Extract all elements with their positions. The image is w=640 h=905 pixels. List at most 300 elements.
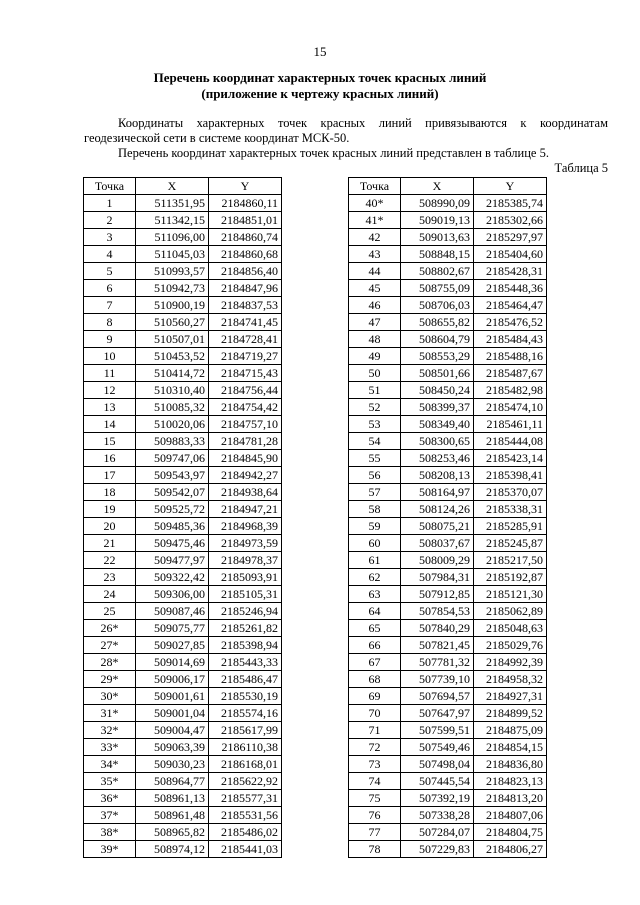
table-row <box>84 603 282 620</box>
cell-y: 2185093,91 <box>209 569 282 586</box>
table-row <box>84 620 282 637</box>
cell-point: 21 <box>84 535 136 552</box>
table-row <box>349 195 547 212</box>
cell-point: 61 <box>349 552 401 569</box>
cell-x: 507498,04 <box>401 756 474 773</box>
cell-point: 42 <box>349 229 401 246</box>
cell-point: 12 <box>84 382 136 399</box>
cell-x: 507338,28 <box>401 807 474 824</box>
cell-y: 2185617,99 <box>209 722 282 739</box>
title-line-1: Перечень координат характерных точек красных линий <box>153 70 487 85</box>
cell-x: 508037,67 <box>401 535 474 552</box>
cell-x: 507392,19 <box>401 790 474 807</box>
cell-y: 2185577,31 <box>209 790 282 807</box>
cell-y: 2184804,75 <box>474 824 547 841</box>
cell-point: 18 <box>84 484 136 501</box>
cell-point: 11 <box>84 365 136 382</box>
table-caption: Таблица 5 <box>554 161 608 175</box>
cell-x: 507445,54 <box>401 773 474 790</box>
cell-y: 2185398,94 <box>209 637 282 654</box>
cell-point: 62 <box>349 569 401 586</box>
cell-x: 509747,06 <box>136 450 209 467</box>
cell-y: 2185121,30 <box>474 586 547 603</box>
cell-point: 5 <box>84 263 136 280</box>
table-row <box>349 246 547 263</box>
cell-y: 2185474,10 <box>474 399 547 416</box>
cell-y: 2184860,68 <box>209 246 282 263</box>
cell-x: 507854,53 <box>401 603 474 620</box>
cell-y: 2185530,19 <box>209 688 282 705</box>
table-row <box>349 807 547 824</box>
cell-y: 2184973,59 <box>209 535 282 552</box>
cell-x: 509542,07 <box>136 484 209 501</box>
cell-y: 2184847,96 <box>209 280 282 297</box>
cell-y: 2185484,43 <box>474 331 547 348</box>
table-row <box>349 773 547 790</box>
cell-x: 508964,77 <box>136 773 209 790</box>
cell-x: 510414,72 <box>136 365 209 382</box>
cell-point: 36* <box>84 790 136 807</box>
table-row <box>349 586 547 603</box>
table-row <box>84 365 282 382</box>
table-row <box>349 620 547 637</box>
table-row <box>84 688 282 705</box>
cell-point: 76 <box>349 807 401 824</box>
cell-point: 20 <box>84 518 136 535</box>
cell-y: 2184875,09 <box>474 722 547 739</box>
table-row <box>349 348 547 365</box>
cell-point: 64 <box>349 603 401 620</box>
table-row <box>84 790 282 807</box>
cell-x: 511342,15 <box>136 212 209 229</box>
table-row <box>84 552 282 569</box>
cell-x: 508755,09 <box>401 280 474 297</box>
cell-point: 41* <box>349 212 401 229</box>
table-row <box>349 535 547 552</box>
cell-x: 507599,51 <box>401 722 474 739</box>
cell-y: 2185192,87 <box>474 569 547 586</box>
table-row <box>84 722 282 739</box>
table-row <box>349 314 547 331</box>
table-row <box>84 637 282 654</box>
table-row <box>349 569 547 586</box>
table-row <box>84 399 282 416</box>
cell-y: 2185385,74 <box>474 195 547 212</box>
table-header-row <box>84 178 282 195</box>
cell-point: 44 <box>349 263 401 280</box>
cell-y: 2185297,97 <box>474 229 547 246</box>
table-row <box>84 739 282 756</box>
cell-point: 37* <box>84 807 136 824</box>
cell-point: 78 <box>349 841 401 858</box>
cell-point: 3 <box>84 229 136 246</box>
cell-y: 2185428,31 <box>474 263 547 280</box>
table-row <box>84 467 282 484</box>
cell-x: 510310,40 <box>136 382 209 399</box>
cell-y: 2184845,90 <box>209 450 282 467</box>
table-row <box>349 501 547 518</box>
table-row <box>84 331 282 348</box>
cell-x: 507984,31 <box>401 569 474 586</box>
cell-x: 507694,57 <box>401 688 474 705</box>
cell-y: 2184927,31 <box>474 688 547 705</box>
page-number: 15 <box>313 44 327 59</box>
table-row <box>84 586 282 603</box>
cell-x: 510453,52 <box>136 348 209 365</box>
cell-point: 67 <box>349 654 401 671</box>
cell-y: 2184754,42 <box>209 399 282 416</box>
cell-x: 508706,03 <box>401 297 474 314</box>
cell-x: 508208,13 <box>401 467 474 484</box>
cell-y: 2186168,01 <box>209 756 282 773</box>
cell-point: 23 <box>84 569 136 586</box>
paragraph-table-reference: Перечень координат характерных точек красных линий представлен в таблице 5. <box>118 146 549 160</box>
cell-point: 38* <box>84 824 136 841</box>
table-row <box>84 654 282 671</box>
table-row <box>349 518 547 535</box>
cell-point: 1 <box>84 195 136 212</box>
cell-y: 2184851,01 <box>209 212 282 229</box>
cell-x: 510085,32 <box>136 399 209 416</box>
table-row <box>84 824 282 841</box>
cell-point: 63 <box>349 586 401 603</box>
table-row <box>349 756 547 773</box>
cell-x: 507284,07 <box>401 824 474 841</box>
table-row <box>84 263 282 280</box>
cell-point: 74 <box>349 773 401 790</box>
table-row <box>349 212 547 229</box>
table-row <box>349 705 547 722</box>
cell-y: 2184823,13 <box>474 773 547 790</box>
cell-y: 2184860,74 <box>209 229 282 246</box>
table-row <box>84 297 282 314</box>
cell-y: 2184756,44 <box>209 382 282 399</box>
table-row <box>84 841 282 858</box>
cell-x: 507229,83 <box>401 841 474 858</box>
cell-point: 6 <box>84 280 136 297</box>
cell-point: 46 <box>349 297 401 314</box>
table-row <box>349 654 547 671</box>
cell-point: 71 <box>349 722 401 739</box>
cell-point: 34* <box>84 756 136 773</box>
cell-x: 508075,21 <box>401 518 474 535</box>
table-row <box>349 365 547 382</box>
cell-point: 28* <box>84 654 136 671</box>
cell-point: 35* <box>84 773 136 790</box>
page-title <box>0 70 640 102</box>
cell-point: 59 <box>349 518 401 535</box>
cell-y: 2185245,87 <box>474 535 547 552</box>
table-row <box>349 263 547 280</box>
cell-x: 507840,29 <box>401 620 474 637</box>
cell-y: 2185246,94 <box>209 603 282 620</box>
table-row <box>84 416 282 433</box>
table-row <box>84 484 282 501</box>
table-row <box>84 773 282 790</box>
paragraph-coordinates-system: Координаты характерных точек красных линий привязываются к координатам геодезической сети в системе координат МСК-50. <box>84 116 608 145</box>
table-row <box>84 382 282 399</box>
cell-x: 508961,48 <box>136 807 209 824</box>
table-row <box>349 824 547 841</box>
cell-y: 2185338,31 <box>474 501 547 518</box>
cell-y: 2185464,47 <box>474 297 547 314</box>
cell-x: 511045,03 <box>136 246 209 263</box>
cell-y: 2185048,63 <box>474 620 547 637</box>
table-row <box>84 314 282 331</box>
table-row <box>349 671 547 688</box>
header-point: Точка <box>84 178 136 195</box>
cell-x: 509525,72 <box>136 501 209 518</box>
cell-point: 54 <box>349 433 401 450</box>
cell-x: 508253,46 <box>401 450 474 467</box>
table-row <box>349 331 547 348</box>
cell-point: 39* <box>84 841 136 858</box>
cell-point: 13 <box>84 399 136 416</box>
table-header-row <box>349 178 547 195</box>
table-row <box>84 807 282 824</box>
cell-x: 507912,85 <box>401 586 474 603</box>
cell-y: 2184806,27 <box>474 841 547 858</box>
cell-y: 2185261,82 <box>209 620 282 637</box>
table-row <box>84 246 282 263</box>
cell-point: 58 <box>349 501 401 518</box>
cell-x: 509543,97 <box>136 467 209 484</box>
cell-y: 2184992,39 <box>474 654 547 671</box>
cell-x: 509477,97 <box>136 552 209 569</box>
cell-point: 53 <box>349 416 401 433</box>
cell-y: 2184781,28 <box>209 433 282 450</box>
table-row <box>349 433 547 450</box>
cell-y: 2184968,39 <box>209 518 282 535</box>
header-x: X <box>401 178 474 195</box>
table-row <box>84 212 282 229</box>
table-row <box>84 195 282 212</box>
cell-x: 508164,97 <box>401 484 474 501</box>
title-line-2: (приложение к чертежу красных линий) <box>201 86 439 101</box>
cell-x: 508848,15 <box>401 246 474 263</box>
cell-point: 27* <box>84 637 136 654</box>
cell-x: 509014,69 <box>136 654 209 671</box>
cell-point: 30* <box>84 688 136 705</box>
cell-y: 2185062,89 <box>474 603 547 620</box>
cell-x: 508349,40 <box>401 416 474 433</box>
cell-x: 510993,57 <box>136 263 209 280</box>
cell-y: 2184813,20 <box>474 790 547 807</box>
cell-point: 65 <box>349 620 401 637</box>
cell-x: 509001,61 <box>136 688 209 705</box>
cell-x: 509027,85 <box>136 637 209 654</box>
cell-x: 508501,66 <box>401 365 474 382</box>
cell-x: 511096,00 <box>136 229 209 246</box>
table-row <box>84 450 282 467</box>
cell-point: 31* <box>84 705 136 722</box>
cell-point: 47 <box>349 314 401 331</box>
cell-x: 509013,63 <box>401 229 474 246</box>
cell-point: 17 <box>84 467 136 484</box>
cell-y: 2185482,98 <box>474 382 547 399</box>
cell-point: 4 <box>84 246 136 263</box>
table-row <box>349 637 547 654</box>
cell-x: 508655,82 <box>401 314 474 331</box>
cell-y: 2185476,52 <box>474 314 547 331</box>
cell-x: 509087,46 <box>136 603 209 620</box>
cell-x: 509475,46 <box>136 535 209 552</box>
cell-point: 70 <box>349 705 401 722</box>
cell-point: 77 <box>349 824 401 841</box>
cell-y: 2185574,16 <box>209 705 282 722</box>
cell-point: 52 <box>349 399 401 416</box>
table-row <box>349 280 547 297</box>
cell-y: 2185441,03 <box>209 841 282 858</box>
table-row <box>84 433 282 450</box>
cell-x: 509030,23 <box>136 756 209 773</box>
cell-x: 508802,67 <box>401 263 474 280</box>
cell-point: 32* <box>84 722 136 739</box>
cell-point: 57 <box>349 484 401 501</box>
cell-point: 72 <box>349 739 401 756</box>
cell-point: 73 <box>349 756 401 773</box>
cell-y: 2184715,43 <box>209 365 282 382</box>
table-row <box>349 382 547 399</box>
cell-x: 509006,17 <box>136 671 209 688</box>
cell-point: 50 <box>349 365 401 382</box>
cell-y: 2185443,33 <box>209 654 282 671</box>
table-row <box>349 603 547 620</box>
cell-y: 2184947,21 <box>209 501 282 518</box>
cell-y: 2185398,41 <box>474 467 547 484</box>
cell-x: 508553,29 <box>401 348 474 365</box>
cell-y: 2185486,02 <box>209 824 282 841</box>
table-row <box>349 450 547 467</box>
coordinates-table-right <box>348 177 547 858</box>
cell-x: 507647,97 <box>401 705 474 722</box>
cell-x: 507739,10 <box>401 671 474 688</box>
table-row <box>349 841 547 858</box>
cell-x: 510560,27 <box>136 314 209 331</box>
cell-x: 508124,26 <box>401 501 474 518</box>
cell-y: 2184836,80 <box>474 756 547 773</box>
cell-point: 16 <box>84 450 136 467</box>
cell-y: 2185029,76 <box>474 637 547 654</box>
cell-point: 14 <box>84 416 136 433</box>
cell-point: 2 <box>84 212 136 229</box>
cell-y: 2184837,53 <box>209 297 282 314</box>
cell-y: 2185448,36 <box>474 280 547 297</box>
cell-point: 8 <box>84 314 136 331</box>
cell-point: 15 <box>84 433 136 450</box>
cell-point: 33* <box>84 739 136 756</box>
cell-point: 43 <box>349 246 401 263</box>
cell-x: 508974,12 <box>136 841 209 858</box>
cell-point: 51 <box>349 382 401 399</box>
cell-point: 24 <box>84 586 136 603</box>
header-y: Y <box>474 178 547 195</box>
cell-point: 22 <box>84 552 136 569</box>
header-y: Y <box>209 178 282 195</box>
cell-y: 2185461,11 <box>474 416 547 433</box>
cell-x: 508450,24 <box>401 382 474 399</box>
table-row <box>84 569 282 586</box>
cell-x: 509306,00 <box>136 586 209 603</box>
cell-point: 26* <box>84 620 136 637</box>
cell-y: 2184860,11 <box>209 195 282 212</box>
cell-x: 507821,45 <box>401 637 474 654</box>
table-row <box>349 467 547 484</box>
cell-y: 2184978,37 <box>209 552 282 569</box>
header-point: Точка <box>349 178 401 195</box>
cell-y: 2185302,66 <box>474 212 547 229</box>
cell-point: 66 <box>349 637 401 654</box>
cell-y: 2185285,91 <box>474 518 547 535</box>
table-row <box>349 552 547 569</box>
table-row <box>84 348 282 365</box>
cell-point: 48 <box>349 331 401 348</box>
cell-y: 2184899,52 <box>474 705 547 722</box>
cell-point: 7 <box>84 297 136 314</box>
cell-point: 19 <box>84 501 136 518</box>
table-row <box>349 484 547 501</box>
cell-y: 2184958,32 <box>474 671 547 688</box>
table-row <box>349 688 547 705</box>
cell-y: 2185487,67 <box>474 365 547 382</box>
table-row <box>349 416 547 433</box>
cell-x: 509063,39 <box>136 739 209 756</box>
cell-point: 49 <box>349 348 401 365</box>
cell-y: 2186110,38 <box>209 739 282 756</box>
cell-y: 2185622,92 <box>209 773 282 790</box>
table-row <box>84 518 282 535</box>
cell-point: 25 <box>84 603 136 620</box>
cell-x: 510507,01 <box>136 331 209 348</box>
cell-x: 507549,46 <box>401 739 474 756</box>
cell-y: 2184719,27 <box>209 348 282 365</box>
cell-point: 10 <box>84 348 136 365</box>
table-row <box>84 229 282 246</box>
cell-y: 2185404,60 <box>474 246 547 263</box>
cell-y: 2184741,45 <box>209 314 282 331</box>
cell-y: 2184942,27 <box>209 467 282 484</box>
cell-x: 510900,19 <box>136 297 209 314</box>
table-row <box>84 280 282 297</box>
cell-x: 508009,29 <box>401 552 474 569</box>
table-row <box>84 671 282 688</box>
cell-point: 40* <box>349 195 401 212</box>
cell-y: 2184807,06 <box>474 807 547 824</box>
cell-x: 509322,42 <box>136 569 209 586</box>
cell-x: 509485,36 <box>136 518 209 535</box>
cell-x: 509001,04 <box>136 705 209 722</box>
table-row <box>349 739 547 756</box>
cell-y: 2185217,50 <box>474 552 547 569</box>
cell-x: 508399,37 <box>401 399 474 416</box>
cell-y: 2185444,08 <box>474 433 547 450</box>
cell-y: 2185370,07 <box>474 484 547 501</box>
cell-x: 508604,79 <box>401 331 474 348</box>
cell-point: 56 <box>349 467 401 484</box>
cell-x: 509019,13 <box>401 212 474 229</box>
cell-x: 508965,82 <box>136 824 209 841</box>
cell-y: 2185486,47 <box>209 671 282 688</box>
table-row <box>84 535 282 552</box>
table-row <box>84 756 282 773</box>
cell-x: 509883,33 <box>136 433 209 450</box>
cell-x: 509004,47 <box>136 722 209 739</box>
cell-y: 2184728,41 <box>209 331 282 348</box>
table-row <box>84 501 282 518</box>
cell-x: 510020,06 <box>136 416 209 433</box>
table-row <box>349 229 547 246</box>
cell-x: 508300,65 <box>401 433 474 450</box>
